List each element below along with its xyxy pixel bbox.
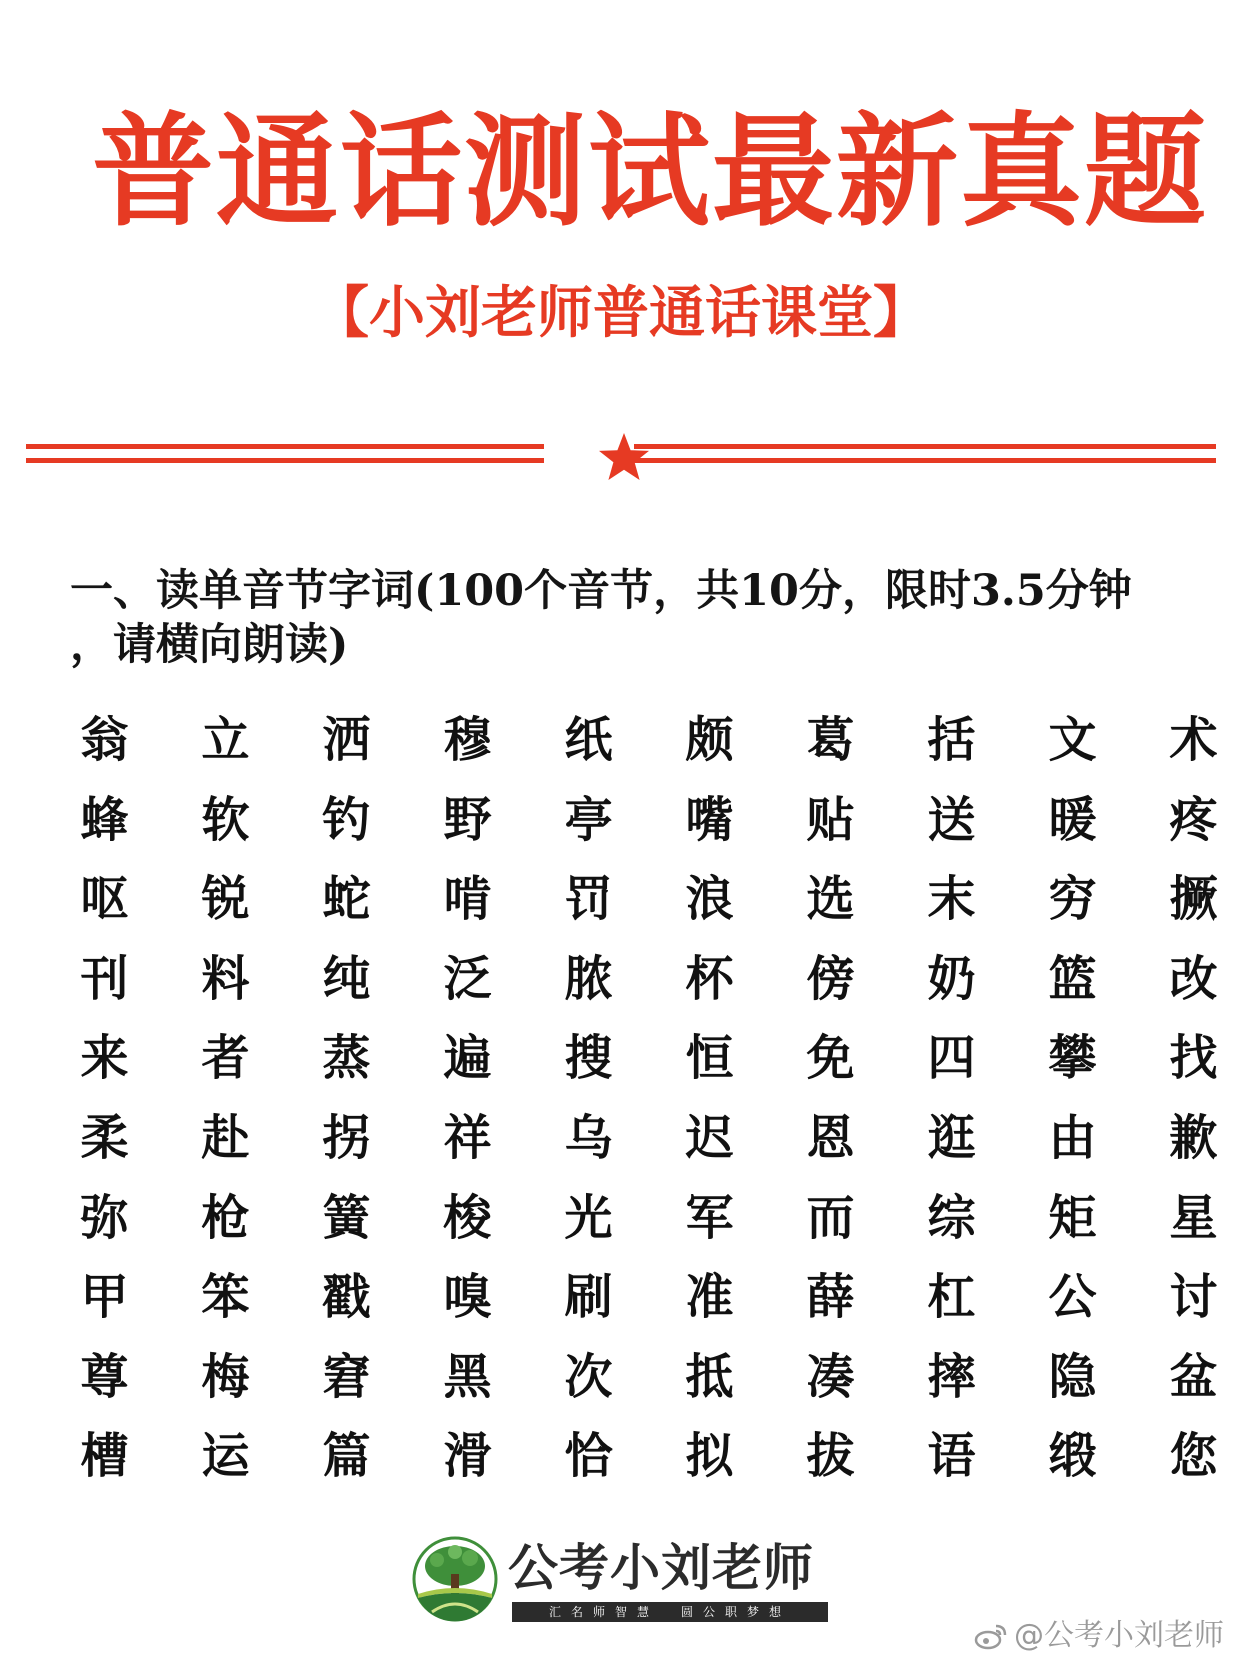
character-cell: 啃: [443, 871, 492, 928]
character-cell: 综: [927, 1189, 976, 1246]
character-cell: 免: [806, 1030, 855, 1087]
character-cell: 恒: [685, 1030, 734, 1087]
character-cell: 脓: [564, 950, 613, 1007]
character-cell: 嗅: [443, 1269, 492, 1326]
character-cell: 浪: [685, 871, 734, 928]
character-cell: 赴: [201, 1109, 250, 1166]
section-heading: [70, 564, 1180, 672]
character-cell: 钓: [322, 791, 371, 848]
character-cell: 语: [927, 1428, 976, 1485]
character-cell: 而: [806, 1189, 855, 1246]
character-cell: 泛: [443, 950, 492, 1007]
character-cell: 找: [1169, 1030, 1218, 1087]
character-cell: 公: [1048, 1269, 1097, 1326]
character-cell: 拐: [322, 1109, 371, 1166]
divider-line-right-bottom: [634, 458, 1216, 463]
page-subtitle: 【小刘老师普通话课堂】: [313, 280, 929, 346]
character-cell: 戳: [322, 1269, 371, 1326]
character-cell: 窘: [322, 1348, 371, 1405]
character-cell: 送: [927, 791, 976, 848]
section-heading-line-2: ，请横向朗读): [70, 620, 349, 670]
character-cell: 奶: [927, 950, 976, 1007]
logo-slogan: 汇名师智慧 圆公职梦想: [512, 1602, 828, 1622]
character-cell: 翁: [80, 712, 129, 768]
character-cell: 梅: [201, 1348, 250, 1405]
character-cell: 簧: [322, 1189, 371, 1246]
character-cell: 军: [685, 1189, 734, 1246]
character-cell: 罚: [564, 871, 613, 928]
character-cell: 疼: [1169, 791, 1218, 848]
character-cell: 暖: [1048, 791, 1097, 848]
character-cell: 盆: [1169, 1348, 1218, 1405]
character-cell: 缎: [1048, 1428, 1097, 1485]
character-cell: 改: [1169, 950, 1218, 1007]
character-cell: 摔: [927, 1348, 976, 1405]
character-cell: 选: [806, 871, 855, 928]
character-cell: 槽: [80, 1428, 129, 1485]
character-cell: 甲: [80, 1269, 129, 1326]
character-cell: 拟: [685, 1428, 734, 1485]
character-cell: 杠: [927, 1269, 976, 1326]
logo-name: 公考小刘老师: [508, 1539, 814, 1597]
character-cell: 由: [1048, 1109, 1097, 1166]
weibo-watermark: [974, 1618, 1224, 1654]
character-cell: 刷: [564, 1269, 613, 1326]
character-cell: 攀: [1048, 1030, 1097, 1087]
character-cell: 穷: [1048, 871, 1097, 928]
character-cell: 刊: [80, 950, 129, 1007]
character-cell: 蛇: [322, 871, 371, 928]
character-cell: 抵: [685, 1348, 734, 1405]
character-cell: 光: [564, 1189, 613, 1246]
brand-logo: [412, 1536, 832, 1628]
character-cell: 末: [927, 871, 976, 928]
character-cell: 隐: [1048, 1348, 1097, 1405]
character-cell: 逛: [927, 1109, 976, 1166]
character-cell: 准: [685, 1269, 734, 1326]
character-cell: 祥: [443, 1109, 492, 1166]
character-cell: 蜂: [80, 791, 129, 848]
character-cell: 颇: [685, 712, 734, 768]
character-cell: 括: [927, 712, 976, 768]
character-cell: 滑: [443, 1428, 492, 1485]
character-cell: 傍: [806, 950, 855, 1007]
character-cell: 乌: [564, 1109, 613, 1166]
character-cell: 呕: [80, 871, 129, 928]
weibo-icon: [974, 1621, 1008, 1651]
character-cell: 纯: [322, 950, 371, 1007]
character-cell: 来: [80, 1030, 129, 1087]
character-cell: 枪: [201, 1189, 250, 1246]
divider-line-left-bottom: [26, 458, 544, 463]
character-cell: 拔: [806, 1428, 855, 1485]
character-cell: 星: [1169, 1189, 1218, 1246]
character-cell: 文: [1048, 712, 1097, 768]
character-cell: 尊: [80, 1348, 129, 1405]
section-heading-line-1: 一、读单音节字词(100个音节，共10分，限时3.5分钟: [70, 566, 1132, 616]
character-cell: 软: [201, 791, 250, 848]
star-divider: [26, 438, 1216, 478]
character-cell: 黑: [443, 1348, 492, 1405]
character-cell: 篇: [322, 1428, 371, 1485]
character-cell: 梭: [443, 1189, 492, 1246]
watermark-text: @公考小刘老师: [1014, 1618, 1224, 1653]
character-cell: 穆: [443, 712, 492, 768]
character-cell: 贴: [806, 791, 855, 848]
character-cell: 纸: [564, 712, 613, 768]
character-cell: 蒸: [322, 1030, 371, 1087]
character-cell: 嘴: [685, 791, 734, 848]
character-cell: 锐: [201, 871, 250, 928]
character-cell: 者: [201, 1030, 250, 1087]
character-cell: 葛: [806, 712, 855, 768]
tree-field-icon: [412, 1536, 498, 1622]
character-cell: 凑: [806, 1348, 855, 1405]
character-cell: 弥: [80, 1189, 129, 1246]
character-cell: 亭: [564, 791, 613, 848]
character-grid: [44, 708, 1218, 1504]
character-cell: 恩: [806, 1109, 855, 1166]
character-cell: 歉: [1169, 1109, 1218, 1166]
character-cell: 恰: [564, 1428, 613, 1485]
character-cell: 撅: [1169, 871, 1218, 928]
character-cell: 遍: [443, 1030, 492, 1087]
character-cell: 料: [201, 950, 250, 1007]
character-cell: 四: [927, 1030, 976, 1087]
character-cell: 术: [1169, 712, 1218, 768]
character-cell: 薛: [806, 1269, 855, 1326]
character-cell: 迟: [685, 1109, 734, 1166]
page-title: 普通话测试最新真题: [92, 99, 1208, 243]
character-cell: 篮: [1048, 950, 1097, 1007]
character-cell: 杯: [685, 950, 734, 1007]
character-cell: 搜: [564, 1030, 613, 1087]
character-cell: 您: [1169, 1428, 1218, 1485]
character-cell: 运: [201, 1428, 250, 1485]
character-cell: 讨: [1169, 1269, 1218, 1326]
character-cell: 柔: [80, 1109, 129, 1166]
character-cell: 野: [443, 791, 492, 848]
divider-line-right-top: [634, 444, 1216, 449]
character-cell: 立: [201, 712, 250, 768]
character-cell: 次: [564, 1348, 613, 1405]
character-cell: 矩: [1048, 1189, 1097, 1246]
character-cell: 洒: [322, 712, 371, 768]
character-cell: 笨: [201, 1269, 250, 1326]
divider-line-left-top: [26, 444, 544, 449]
